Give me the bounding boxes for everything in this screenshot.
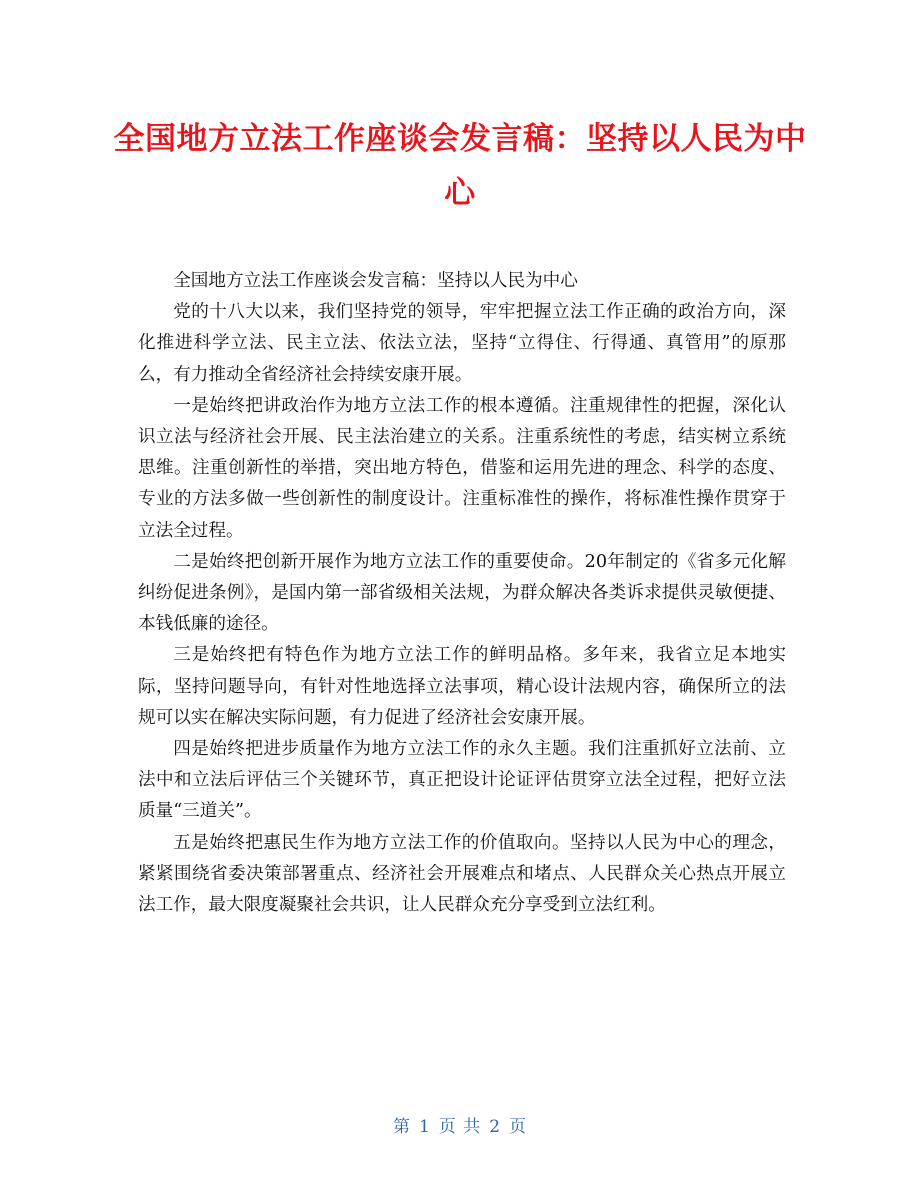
document-body bbox=[138, 266, 786, 921]
paragraph-point-4: 四是始终把进步质量作为地方立法工作的永久主题。我们注重抓好立法前、立法中和立法后评估三个关键环节，真正把设计论证评估贯穿立法全过程，把好立法质量“三道关”。 bbox=[138, 739, 786, 822]
page-total: 2 bbox=[489, 1117, 502, 1137]
paragraph-point-2: 二是始终把创新开展作为地方立法工作的重要使命。20年制定的《省多元化解纠纷促进条例》，是国内第一部省级相关法规，为群众解决各类诉求提供灵敏便捷、本钱低廉的途径。 bbox=[138, 551, 786, 635]
page-mid: 页 共 bbox=[438, 1117, 482, 1137]
paragraph-intro: 党的十八大以来，我们坚持党的领导，牢牢把握立法工作正确的政治方向，深化推进科学立法、民主立法、依法立法，坚持“立得住、行得通、真管用”的原那么，有力推动全省经济社会持续安康开展。 bbox=[138, 302, 786, 385]
paragraph-subtitle: 全国地方立法工作座谈会发言稿：坚持以人民为中心 bbox=[173, 271, 578, 291]
page-suffix: 页 bbox=[509, 1117, 528, 1137]
page-prefix: 第 bbox=[392, 1117, 411, 1137]
paragraph-point-5: 五是始终把惠民生作为地方立法工作的价值取向。坚持以人民为中心的理念，紧紧围绕省委决策部署重点、经济社会开展难点和堵点、人民群众关心热点开展立法工作，最大限度凝聚社会共识，让人民群众充分享受到立法红利。 bbox=[138, 832, 786, 916]
document-title: 全国地方立法工作座谈会发言稿：坚持以人民为中心 bbox=[113, 121, 807, 211]
paragraph-point-1: 一是始终把讲政治作为地方立法工作的根本遵循。注重规律性的把握，深化认识立法与经济社会开展、民主法治建立的关系。注重系统性的考虑，结实树立系统思维。注重创新性的举措，突出地方特色，借鉴和运用先进的理念、科学的态度、专业的方法多做一些创新性的制度设计。注重标准性的操作，将标准性操作贯穿于立法全过程。 bbox=[138, 395, 786, 541]
page-number-footer bbox=[0, 1112, 920, 1137]
paragraph-point-3: 三是始终把有特色作为地方立法工作的鲜明品格。多年来，我省立足本地实际，坚持问题导向，有针对性地选择立法事项，精心设计法规内容，确保所立的法规可以实在解决实际问题，有力促进了经济社会安康开展。 bbox=[138, 645, 786, 728]
page-current: 1 bbox=[418, 1117, 431, 1137]
